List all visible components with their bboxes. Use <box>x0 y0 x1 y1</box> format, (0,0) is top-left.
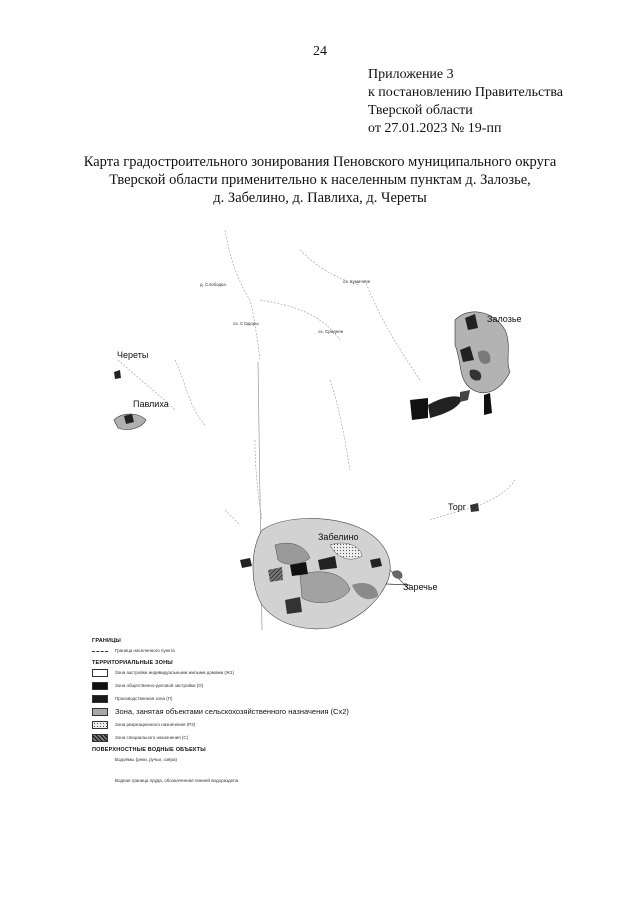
page-number: 24 <box>313 44 327 59</box>
legend-item <box>92 753 392 766</box>
legend-label: Граница населенного пункта <box>115 648 175 653</box>
zabelino-zones <box>240 518 390 628</box>
legend-label: Зона, занятая объектами сельскохозяйственного назначения (Сх2) <box>115 707 349 716</box>
legend-item <box>92 731 392 744</box>
road-label: оз. Среднее <box>318 329 344 334</box>
appendix-line: Приложение 3 <box>368 67 454 82</box>
zone-swatch <box>92 721 108 729</box>
water-swatch <box>92 777 108 785</box>
label-zabelino: Забелино <box>318 532 359 542</box>
zalozye-zones <box>410 312 510 420</box>
legend-item <box>92 679 392 692</box>
road-label: оз. Стадоры <box>233 321 259 326</box>
zone-swatch <box>92 734 108 742</box>
legend-item <box>92 705 392 718</box>
label-zalozye: Залозье <box>487 314 522 324</box>
legend-heading: ТЕРРИТОРИАЛЬНЫЕ ЗОНЫ <box>92 660 173 666</box>
zone-swatch <box>92 669 108 677</box>
legend-item <box>92 644 392 657</box>
legend-label: Зона рекреационного назначения (Р2) <box>115 722 196 727</box>
boundary-line-swatch <box>92 647 108 655</box>
legend-label: Водоёмы (реки, ручьи, озёра) <box>115 757 178 762</box>
title-line: д. Забелино, д. Павлиха, д. Череты <box>213 190 427 206</box>
appendix-line: Тверской области <box>368 103 473 118</box>
zone-swatch <box>92 695 108 703</box>
label-chereti: Череты <box>117 350 149 360</box>
legend-heading: ПОВЕРХНОСТНЫЕ ВОДНЫЕ ОБЪЕКТЫ <box>92 747 206 753</box>
road-label: д. Слободка <box>200 282 226 287</box>
legend-label: Производственная зона (П) <box>115 696 173 701</box>
legend-heading: ГРАНИЦЫ <box>92 638 122 644</box>
legend-label: Водная граница пруда, обозначенная линией водораздела <box>115 778 239 783</box>
appendix-line: к постановлению Правительства <box>368 85 564 100</box>
title-line: Карта градостроительного зонирования Пеновского муниципального округа <box>83 154 557 170</box>
label-torg: Торг <box>448 502 467 512</box>
legend-label: Зона застройки индивидуальными жилыми домами (Ж1) <box>115 670 234 675</box>
map-legend <box>92 638 392 787</box>
legend-item <box>92 666 392 679</box>
zone-swatch <box>92 682 108 690</box>
title-line: Тверской области применительно к населенным пунктам д. Залозье, <box>109 172 531 188</box>
legend-label: Зона специального назначения (С) <box>115 735 189 740</box>
label-pavlikha: Павлиха <box>133 399 169 409</box>
road-label: оз. Кумичное <box>343 279 371 284</box>
legend-item <box>92 774 392 787</box>
roads-layer <box>118 230 515 525</box>
zone-swatch <box>92 708 108 716</box>
legend-item <box>92 718 392 731</box>
legend-label: Зона общественно-деловой застройки (О) <box>115 683 204 688</box>
label-zarechye: Заречье <box>403 582 438 592</box>
torg-zarechye-zones <box>392 503 479 579</box>
legend-item <box>92 692 392 705</box>
water-swatch <box>92 756 108 764</box>
appendix-line: от 27.01.2023 № 19-пп <box>368 121 502 136</box>
